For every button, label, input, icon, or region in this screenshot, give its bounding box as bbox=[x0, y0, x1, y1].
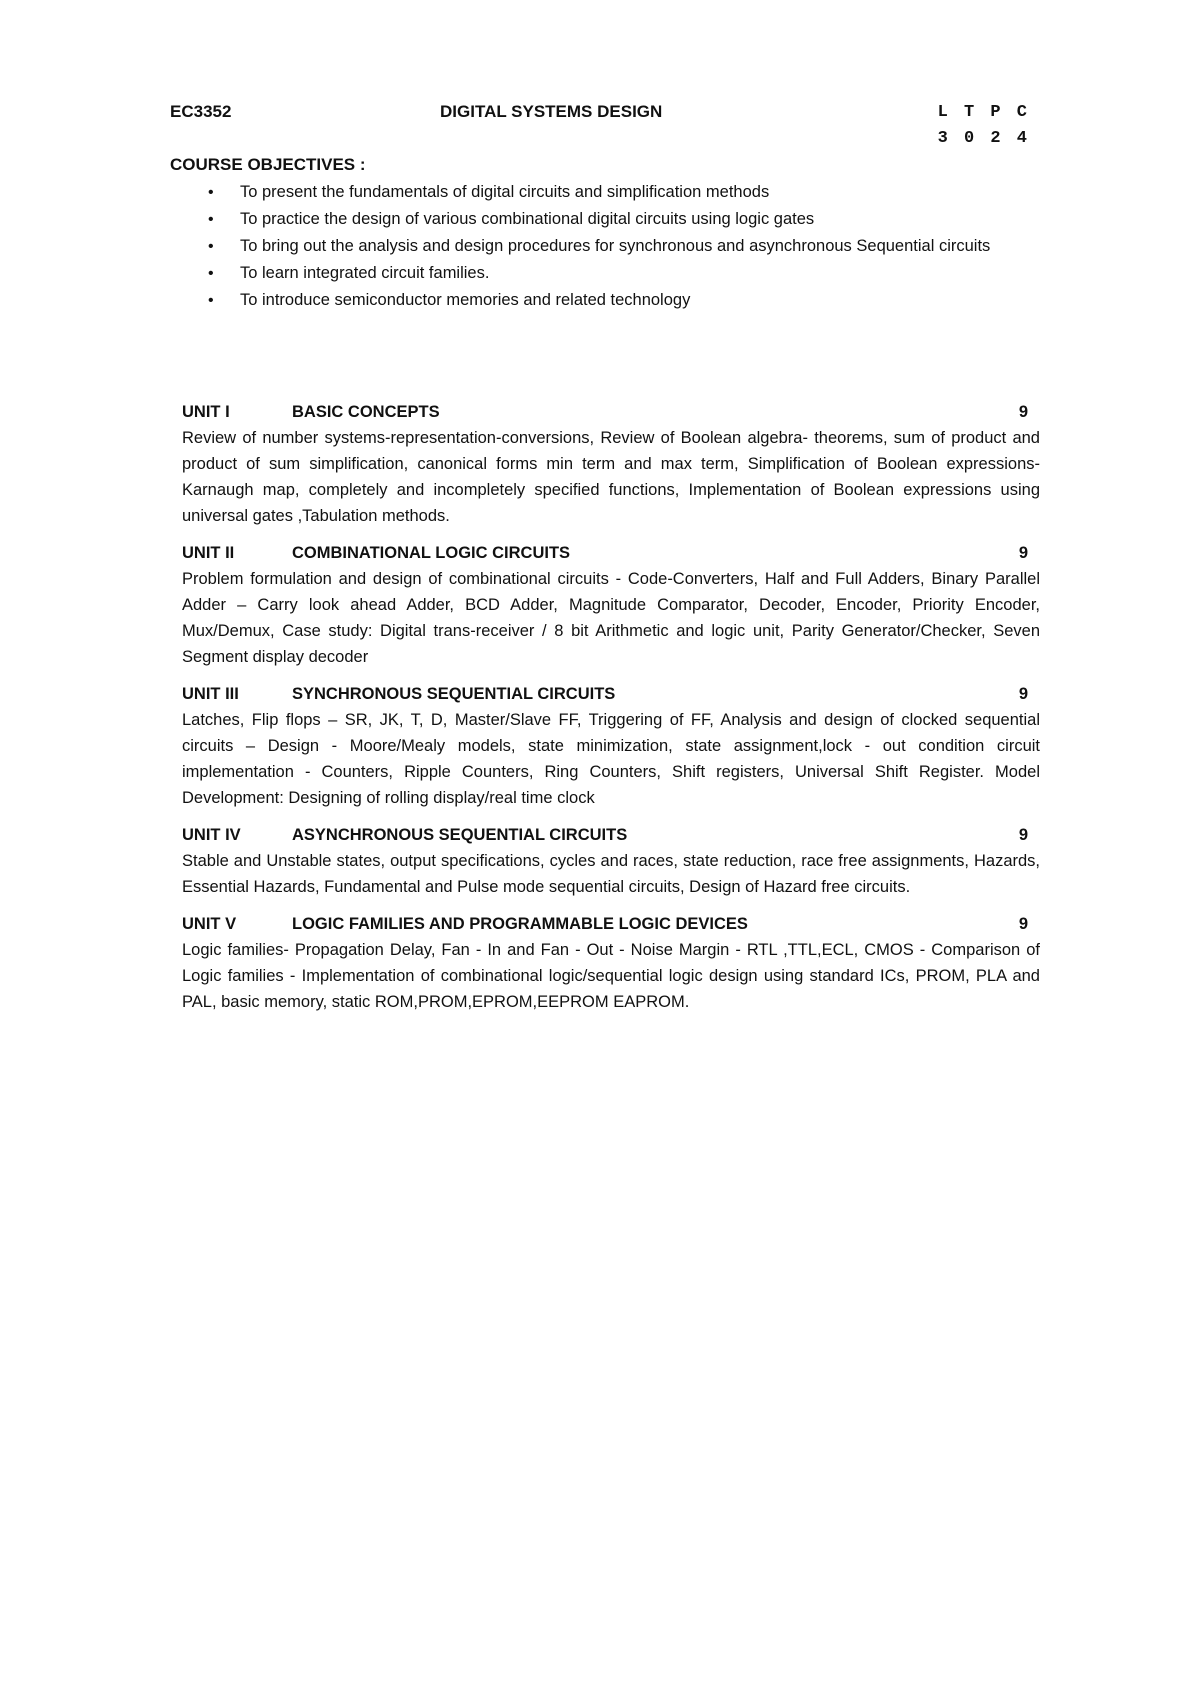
objectives-heading: COURSE OBJECTIVES : bbox=[170, 155, 366, 174]
unit-hours: 9 bbox=[1018, 915, 1028, 933]
unit-2 bbox=[182, 541, 1040, 670]
unit-4 bbox=[182, 823, 1040, 900]
unit-content: Logic families- Propagation Delay, Fan - In and Fan - Out - Noise Margin - RTL ,TTL,ECL, CMOS - Comparison of Logic families - Implementation of combinational logic/sequential logic design using standard ICs, PROM, PLA and PAL, basic memory, static ROM,PROM,EPROM,EEPROM EAPROM. bbox=[182, 941, 1040, 1011]
unit-content: Problem formulation and design of combinational circuits - Code-Converters, Half and Full Adders, Binary Parallel Adder – Carry look ahead Adder, BCD Adder, Magnitude Comparator, Decoder, Encoder, Priority Encoder, Mux/Demux, Case study: Digital trans-receiver / 8 bit Arithmetic and logic unit, Parity Generator/Checker, Seven Segment display decoder bbox=[182, 570, 1040, 666]
unit-heading bbox=[182, 682, 1040, 707]
unit-label: UNIT III bbox=[182, 685, 239, 703]
ltpc-block bbox=[938, 100, 1030, 152]
objective-item: • To bring out the analysis and design procedures for synchronous and asynchronous Sequential circuits bbox=[200, 234, 1040, 259]
unit-title: BASIC CONCEPTS bbox=[292, 403, 440, 421]
unit-heading bbox=[182, 400, 1040, 425]
unit-label: UNIT I bbox=[182, 403, 230, 421]
unit-3 bbox=[182, 682, 1040, 811]
unit-title: ASYNCHRONOUS SEQUENTIAL CIRCUITS bbox=[292, 826, 628, 844]
objectives-list bbox=[200, 180, 1040, 315]
unit-title: LOGIC FAMILIES AND PROGRAMMABLE LOGIC DEVICES bbox=[292, 915, 748, 933]
unit-hours: 9 bbox=[1018, 826, 1028, 844]
ltpc-values: 3 0 2 4 bbox=[937, 129, 1030, 148]
course-code: EC3352 bbox=[170, 102, 232, 121]
unit-hours: 9 bbox=[1018, 544, 1028, 562]
unit-hours: 9 bbox=[1018, 403, 1028, 421]
unit-heading bbox=[182, 912, 1040, 937]
unit-title: COMBINATIONAL LOGIC CIRCUITS bbox=[292, 544, 571, 562]
unit-heading bbox=[182, 823, 1040, 848]
unit-content: Stable and Unstable states, output specifications, cycles and races, state reduction, race free assignments, Hazards, Essential Hazards, Fundamental and Pulse mode sequential circuits, Design of Hazard free circuits. bbox=[182, 852, 1040, 896]
objective-item: • To practice the design of various combinational digital circuits using logic gates bbox=[200, 207, 1040, 232]
unit-content: Latches, Flip flops – SR, JK, T, D, Master/Slave FF, Triggering of FF, Analysis and design of clocked sequential circuits – Design - Moore/Mealy models, state minimization, state assignment,lock - out condition circuit implementation - Counters, Ripple Counters, Ring Counters, Shift registers, Universal Shift Register. Model Development: Designing of rolling display/real time clock bbox=[182, 711, 1040, 807]
objective-item: • To learn integrated circuit families. bbox=[200, 261, 1040, 286]
unit-label: UNIT II bbox=[182, 544, 235, 562]
units-section bbox=[182, 400, 1040, 1027]
unit-title: SYNCHRONOUS SEQUENTIAL CIRCUITS bbox=[292, 685, 616, 703]
course-title: DIGITAL SYSTEMS DESIGN bbox=[440, 102, 663, 121]
unit-hours: 9 bbox=[1018, 685, 1028, 703]
unit-label: UNIT V bbox=[182, 915, 237, 933]
unit-5 bbox=[182, 912, 1040, 1015]
course-header bbox=[170, 100, 1030, 160]
unit-1 bbox=[182, 400, 1040, 529]
objective-item: • To present the fundamentals of digital circuits and simplification methods bbox=[200, 180, 1040, 205]
ltpc-labels: L T P C bbox=[937, 103, 1030, 122]
unit-label: UNIT IV bbox=[182, 826, 241, 844]
unit-heading bbox=[182, 541, 1040, 566]
objective-item: • To introduce semiconductor memories and related technology bbox=[200, 288, 1040, 313]
unit-content: Review of number systems-representation-conversions, Review of Boolean algebra- theorems, sum of product and product of sum simplification, canonical forms min term and max term, Simplification of Boolean expressions-Karnaugh map, completely and incompletely specified functions, Implementation of Boolean expressions using universal gates ,Tabulation methods. bbox=[182, 429, 1040, 525]
